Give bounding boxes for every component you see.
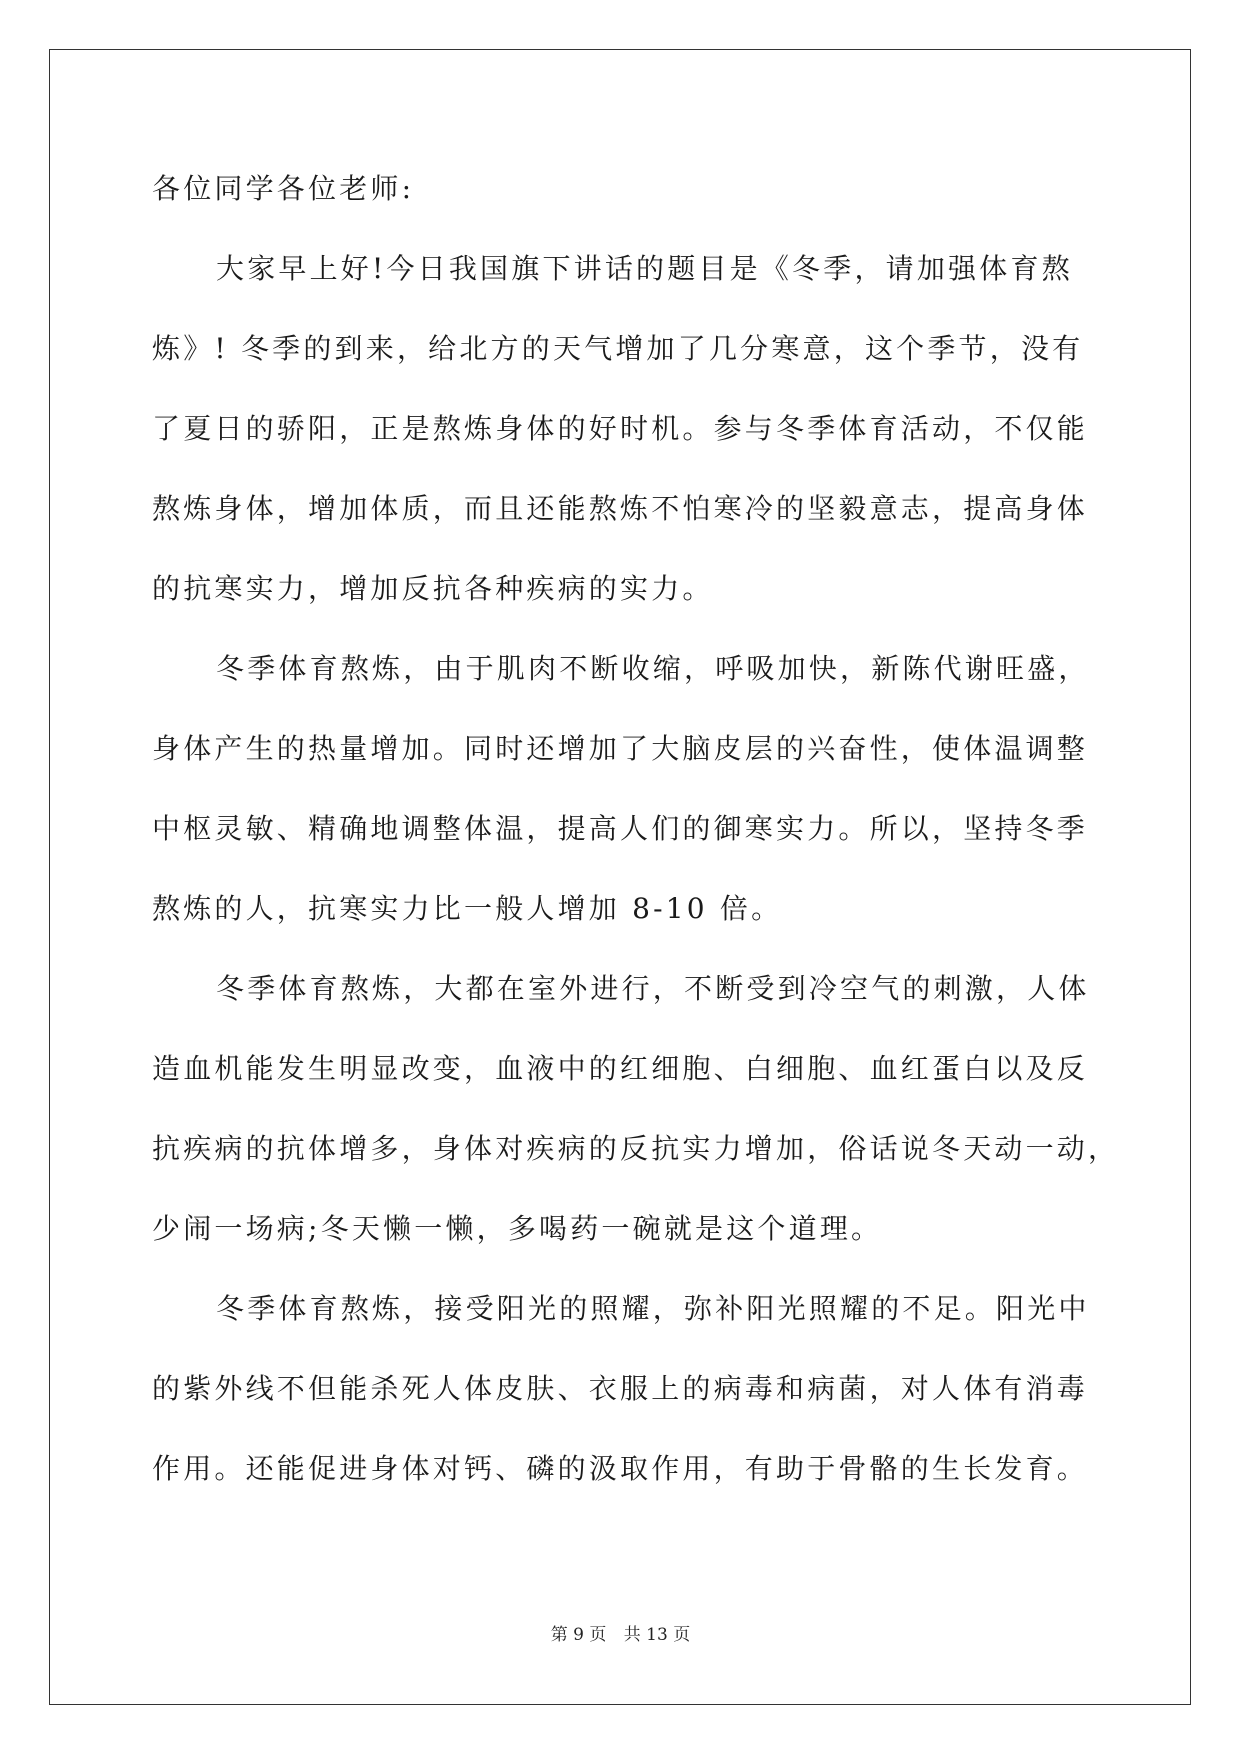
paragraph-line: 中枢灵敏、精确地调整体温，提高人们的御寒实力。所以，坚持冬季	[152, 812, 1089, 845]
paragraph-line: 冬季体育熬炼，接受阳光的照耀，弥补阳光照耀的不足。阳光中	[216, 1292, 1090, 1325]
paragraph-line: 了夏日的骄阳，正是熬炼身体的好时机。参与冬季体育活动，不仅能	[152, 412, 1089, 445]
paragraph-line: 炼》! 冬季的到来，给北方的天气增加了几分寒意，这个季节，没有	[152, 332, 1084, 365]
salutation-line: 各位同学各位老师:	[152, 172, 415, 205]
paragraph-line: 大家早上好!今日我国旗下讲话的题目是《冬季，请加强体育熬	[216, 252, 1073, 285]
paragraph-line: 冬季体育熬炼，由于肌肉不断收缩，呼吸加快，新陈代谢旺盛，	[216, 652, 1090, 685]
page-footer	[0, 1620, 1241, 1645]
paragraph-line: 抗疾病的抗体增多，身体对疾病的反抗实力增加，俗话说冬天动一动，	[152, 1132, 1120, 1165]
page-total: 共 13 页	[623, 1625, 691, 1645]
paragraph-line: 冬季体育熬炼，大都在室外进行，不断受到冷空气的刺激，人体	[216, 972, 1090, 1005]
paragraph-line: 熬炼身体，增加体质，而且还能熬炼不怕寒冷的坚毅意志，提高身体	[152, 492, 1089, 525]
page-number: 第 9 页	[550, 1625, 607, 1645]
paragraph-line: 的紫外线不但能杀死人体皮肤、衣服上的病毒和病菌，对人体有消毒	[152, 1372, 1089, 1405]
paragraph-line: 造血机能发生明显改变，血液中的红细胞、白细胞、血红蛋白以及反	[152, 1052, 1089, 1085]
paragraph-line: 熬炼的人，抗寒实力比一般人增加 8-10 倍。	[152, 892, 783, 925]
paragraph-line: 的抗寒实力，增加反抗各种疾病的实力。	[152, 572, 714, 605]
paragraph-line: 身体产生的热量增加。同时还增加了大脑皮层的兴奋性，使体温调整	[152, 732, 1089, 765]
paragraph-line: 作用。还能促进身体对钙、磷的汲取作用，有助于骨骼的生长发育。	[152, 1452, 1089, 1485]
document-body	[152, 164, 1120, 1524]
paragraph-line: 少闹一场病;冬天懒一懒，多喝药一碗就是这个道理。	[152, 1212, 883, 1245]
